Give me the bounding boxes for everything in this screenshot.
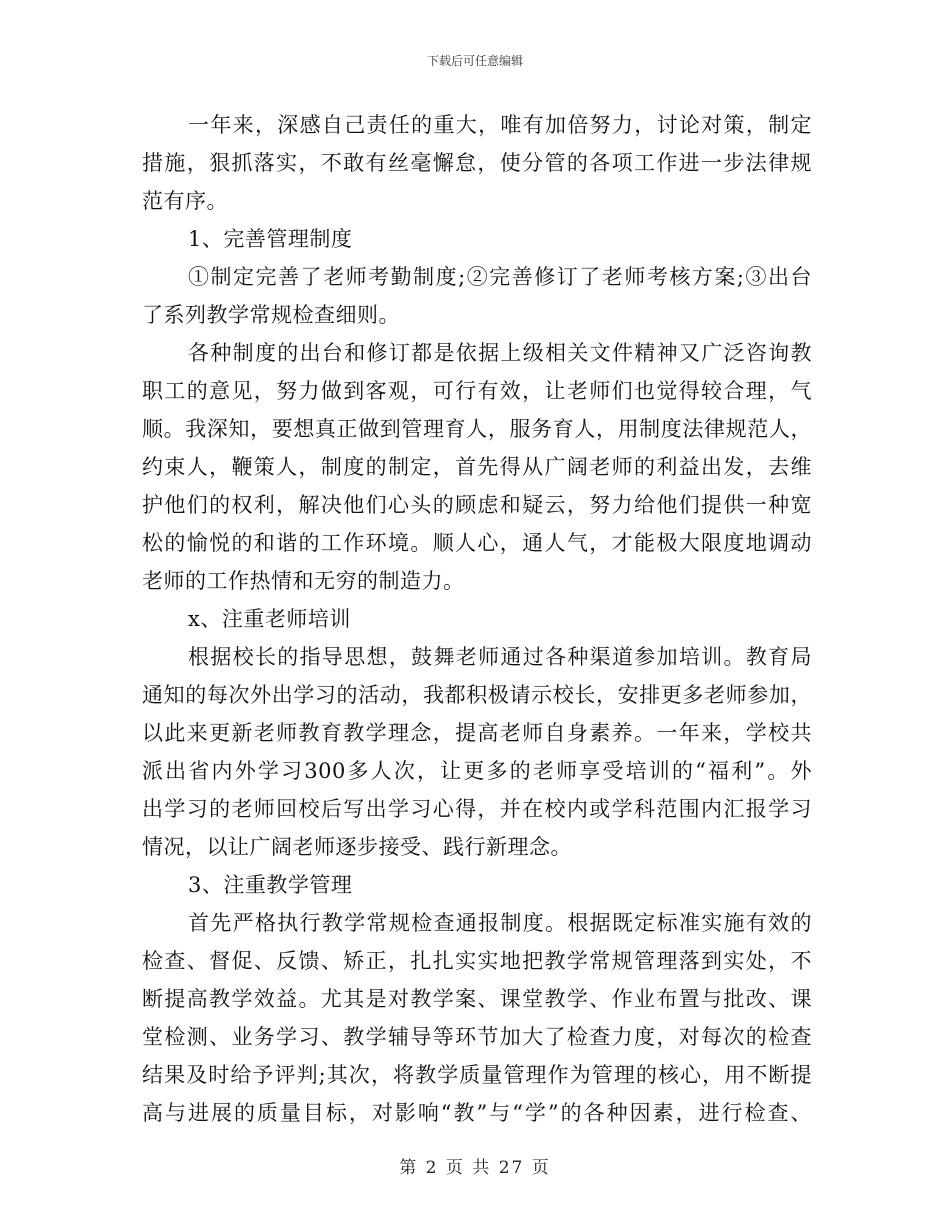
text-line: 以此来更新老师教育教学理念，提高老师自身素养。一年来，学校共 [142, 721, 812, 745]
text-line: 检查、督促、反馈、矫正，扎扎实实地把教学常规管理落到实处，不 [142, 949, 812, 973]
text-line: 各种制度的出台和修订都是依据上级相关文件精神又广泛咨询教 [188, 341, 812, 365]
text-line: x、注重老师培训 [188, 607, 351, 631]
text-line: 约束人，鞭策人，制度的制定，首先得从广阔老师的利益出发，去维 [142, 455, 812, 479]
text-line: 首先严格执行教学常规检查通报制度。根据既定标准实施有效的 [188, 911, 812, 935]
document-body [142, 106, 812, 1132]
text-line: 出学习的老师回校后写出学习心得，并在校内或学科范围内汇报学习 [142, 797, 812, 821]
text-line: 顺。我深知，要想真正做到管理育人，服务育人，用制度法律规范人， [142, 417, 812, 441]
text-line: 松的愉悦的和谐的工作环境。顺人心，通人气，才能极大限度地调动 [142, 531, 812, 555]
text-line: 1、完善管理制度 [188, 227, 353, 251]
text-line: 了系列教学常规检查细则。 [142, 303, 400, 327]
text-line: 老师的工作热情和无穷的制造力。 [142, 569, 465, 593]
text-line: 高与进展的质量目标，对影响“教”与“学”的各种因素，进行检查、 [142, 1101, 812, 1125]
text-line: 职工的意见，努力做到客观，可行有效，让老师们也觉得较合理，气 [142, 379, 812, 403]
text-line: ①制定完善了老师考勤制度;②完善修订了老师考核方案;③出台 [188, 265, 812, 289]
text-line: 一年来，深感自己责任的重大，唯有加倍努力，讨论对策，制定 [188, 113, 812, 137]
page-header: 下载后可任意编辑 [426, 54, 523, 68]
text-line: 范有序。 [142, 189, 228, 213]
text-line: 措施，狠抓落实，不敢有丝毫懈怠，使分管的各项工作进一步法律规 [142, 151, 812, 175]
text-line: 3、注重教学管理 [188, 873, 353, 897]
text-line: 通知的每次外出学习的活动，我都积极请示校长，安排更多老师参加， [142, 683, 812, 707]
text-line: 结果及时给予评判;其次，将教学质量管理作为管理的核心，用不断提 [142, 1063, 812, 1087]
text-line: 断提高教学效益。尤其是对教学案、课堂教学、作业布置与批改、课 [142, 987, 812, 1011]
text-line: 堂检测、业务学习、教学辅导等环节加大了检查力度，对每次的检查 [142, 1025, 812, 1049]
text-line: 派出省内外学习300多人次，让更多的老师享受培训的“福利”。外 [142, 759, 812, 783]
page-number-footer: 第 2 页 共 27 页 [399, 1158, 551, 1178]
text-line: 根据校长的指导思想，鼓舞老师通过各种渠道参加培训。教育局 [188, 645, 812, 669]
text-line: 情况，以让广阔老师逐步接受、践行新理念。 [142, 835, 572, 859]
text-line: 护他们的权利，解决他们心头的顾虑和疑云，努力给他们提供一种宽 [142, 493, 812, 517]
